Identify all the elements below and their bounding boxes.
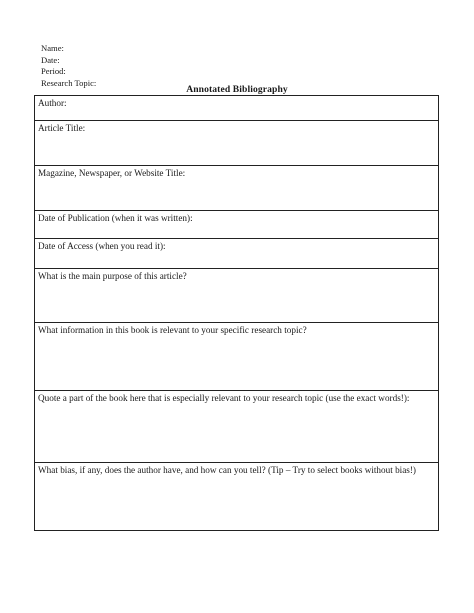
period-label: Period: — [41, 66, 66, 77]
student-info-fields — [41, 43, 96, 89]
quote-row[interactable] — [35, 390, 438, 462]
article-title-label: Article Title: — [38, 123, 86, 133]
date-of-access-row[interactable] — [35, 238, 438, 268]
author-bias-row[interactable] — [35, 462, 438, 532]
research-topic-label: Research Topic: — [41, 77, 97, 88]
author-label: Author: — [38, 98, 67, 108]
name-label: Name: — [41, 43, 64, 53]
article-title-row[interactable] — [35, 120, 438, 165]
author-row[interactable] — [35, 96, 438, 120]
relevant-information-label: What information in this book is relevant to your specific research topic? — [38, 325, 307, 335]
date-label: Date: — [41, 54, 60, 65]
date-of-publication-label: Date of Publication (when it was written): — [38, 213, 193, 223]
form-title: Annotated Bibliography — [186, 84, 288, 95]
author-bias-label: What bias, if any, does the author have, and how can you tell? (Tip – Try to select books without bias!) — [38, 465, 416, 475]
date-of-publication-row[interactable] — [35, 210, 438, 238]
main-purpose-row[interactable] — [35, 268, 438, 322]
publication-title-row[interactable] — [35, 165, 438, 210]
quote-label: Quote a part of the book here that is especially relevant to your research topic (use the exact words!): — [38, 393, 410, 403]
relevant-information-row[interactable] — [35, 322, 438, 390]
date-of-access-label: Date of Access (when you read it): — [38, 241, 166, 251]
publication-title-label: Magazine, Newspaper, or Website Title: — [38, 168, 186, 178]
bibliography-form-table — [34, 95, 439, 531]
main-purpose-label: What is the main purpose of this article? — [38, 271, 187, 281]
